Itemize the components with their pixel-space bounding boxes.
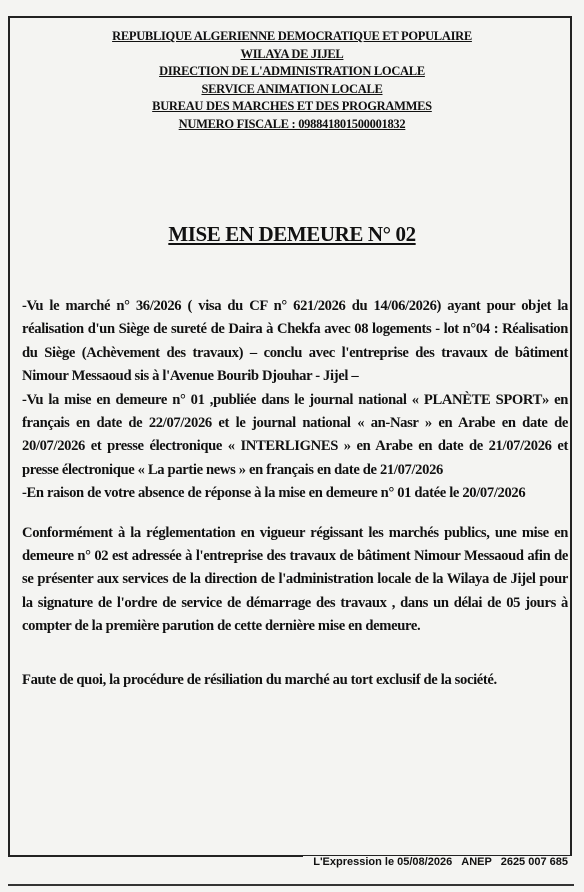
header-bureau: BUREAU DES MARCHES ET DES PROGRAMMES: [152, 99, 432, 114]
header-wilaya: WILAYA DE JIJEL: [240, 46, 344, 61]
header-fiscal-number: NUMERO FISCALE : 098841801500001832: [178, 116, 406, 131]
header-republic: REPUBLIQUE ALGERIENNE DEMOCRATIQUE ET POPULAIRE: [112, 29, 472, 43]
letterhead: [0, 28, 584, 134]
notice-body: [22, 295, 568, 692]
header-service: SERVICE ANIMATION LOCALE: [201, 81, 383, 96]
bottom-divider: [8, 884, 574, 890]
paragraph-termination: Faute de quoi, la procédure de résiliation du marché au tort exclusif de la société.: [22, 671, 497, 688]
paragraph-first-notice: -Vu la mise en demeure n° 01 ,publiée dans le journal national « PLANÈTE SPORT» en français en date de 22/07/2026 et le journal national « an-Nasr » en Arabe en date de 20/07/2026 et presse électronique « INTERLIGNES » en Arabe en date de 21/07/2026 et presse électronique « La partie news » en français en date de 21/07/2026: [22, 391, 568, 478]
paragraph-summons: Conformément à la réglementation en vigueur régissant les marchés publics, une mise en demeure n° 02 est adressée à l'entreprise des travaux de bâtiment Nimour Messaoud afin de se présenter aux services de la direction de l'administration locale de la Wilaya de Jijel pour la signature de l'ordre de service de démarrage des travaux , dans un délai de 05 jours à compter de la première parution de cette dernière mise en demeure.: [22, 524, 568, 635]
footer-source: L'Expression le 05/08/2026: [313, 856, 453, 868]
notice-title: MISE EN DEMEURE N° 02: [168, 222, 416, 246]
paragraph-contract: -Vu le marché n° 36/2026 ( visa du CF n° 621/2026 du 14/06/2026) ayant pour objet la réalisation d'un Siège de sureté de Daira à Chekfa avec 08 logements - lot n°04 : Réalisation du Siège (Achèvement des travaux) – conclu avec l'entreprise des travaux de bâtiment Nimour Messaoud sis à l'Avenue Bourib Djouhar - Jijel –: [22, 298, 568, 385]
header-direction: DIRECTION DE L'ADMINISTRATION LOCALE: [159, 64, 425, 79]
footer-reference: 2625 007 685: [500, 856, 568, 868]
publication-footer: [303, 856, 572, 868]
paragraph-no-response: -En raison de votre absence de réponse à la mise en demeure n° 01 datée le 20/07/2026: [22, 485, 526, 502]
footer-agency: ANEP: [461, 856, 492, 868]
